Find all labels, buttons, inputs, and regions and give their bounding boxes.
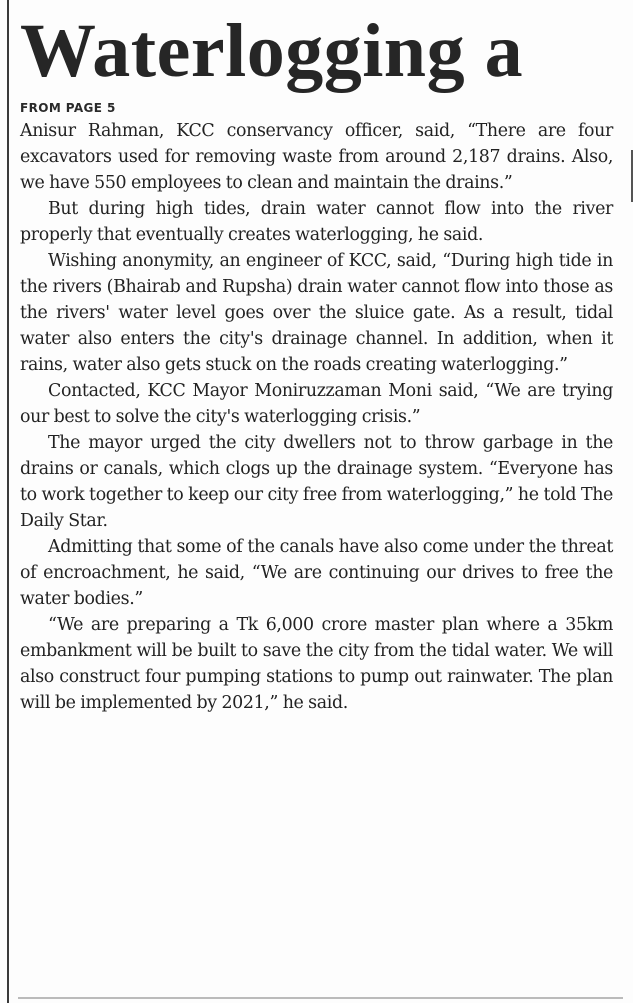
paragraph: Contacted, KCC Mayor Moniruzzaman Moni said, “We are trying our best to solve the city's waterlogging crisis.” [20, 381, 613, 427]
jump-label: FROM PAGE 5 [20, 101, 116, 115]
paragraph: But during high tides, drain water cannot flow into the river properly that eventually creates waterlogging, he said. [20, 199, 613, 245]
paragraph: Wishing anonymity, an engineer of KCC, said, “During high tide in the rivers (Bhairab and Rupsha) drain water cannot flow into those as the rivers' water level goes over the sluice gate. As a result, tidal water also enters the city's drainage channel. In addition, when it rains, water also gets stuck on the roads creating waterlogging.” [20, 251, 613, 375]
column-rule-left [7, 0, 9, 1003]
paragraph: Anisur Rahman, KCC conservancy officer, said, “There are four excavators used for removing waste from around 2,187 drains. Also, we have 550 employees to clean and maintain the drains.” [20, 121, 613, 193]
paragraph: “We are preparing a Tk 6,000 crore master plan where a 35km embankment will be built to save the city from the tidal water. We will also construct four pumping stations to pump out rainwater. The plan will be implemented by 2021,” he said. [20, 615, 613, 713]
paragraph: Admitting that some of the canals have also come under the threat of encroachment, he said, “We are continuing our drives to free the water bodies.” [20, 537, 613, 609]
paragraph: The mayor urged the city dwellers not to throw garbage in the drains or canals, which clogs up the drainage system. “Everyone has to work together to keep our city free from waterlogging,” he told The Daily Star. [20, 433, 613, 531]
article-body [20, 118, 613, 716]
bottom-divider [18, 997, 623, 999]
headline: Waterlogging a [20, 9, 524, 93]
